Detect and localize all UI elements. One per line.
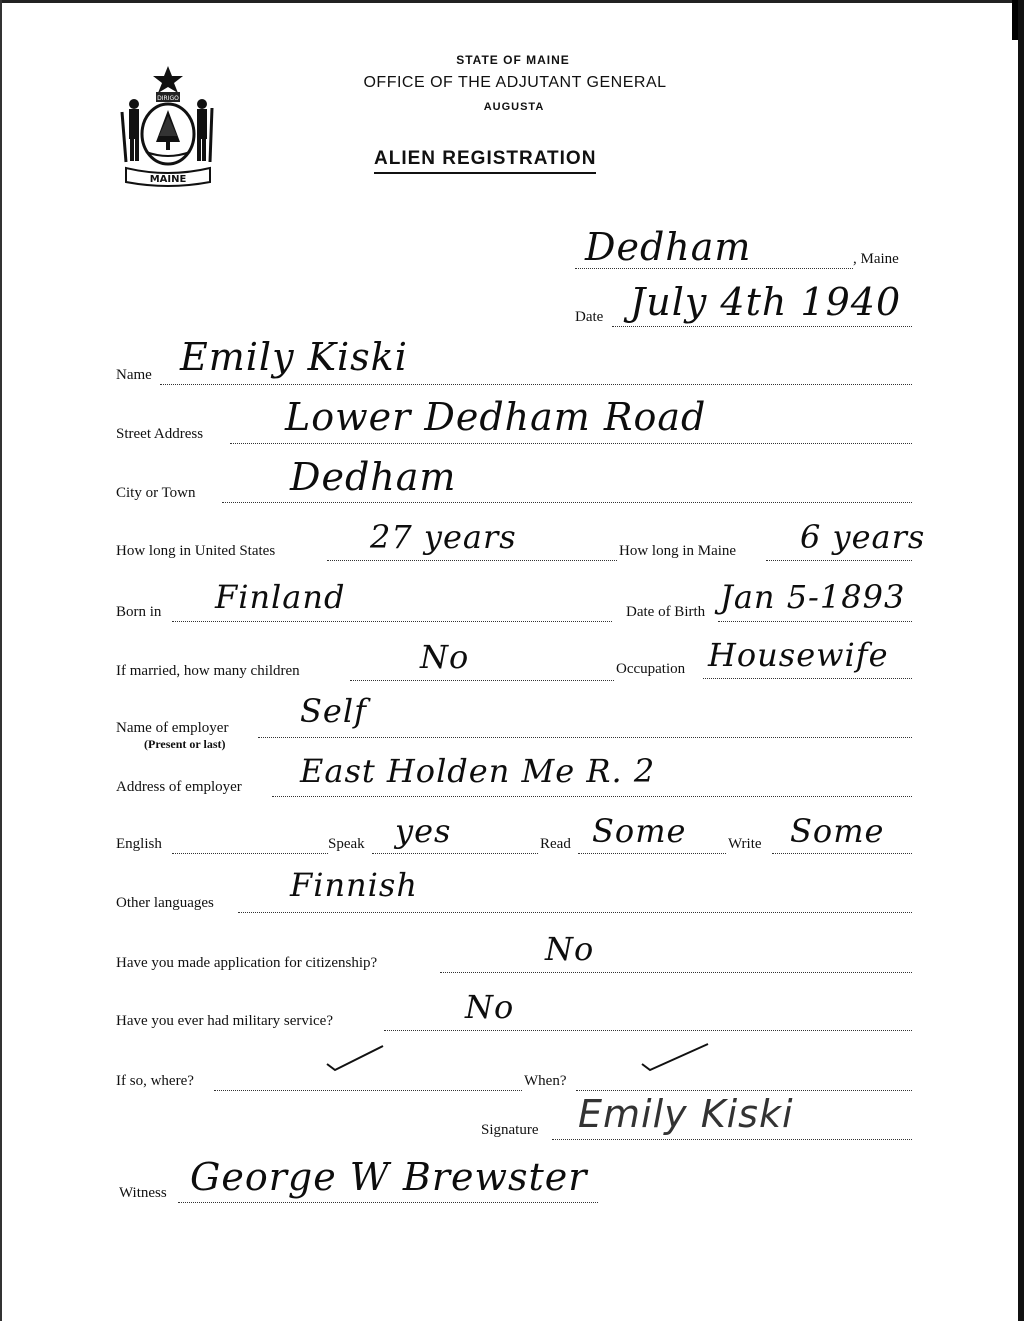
military-line [384,1030,912,1031]
employer-address-entry: East Holden Me R. 2 [300,752,656,790]
speak-entry: yes [395,812,452,850]
when-label: When? [524,1073,567,1089]
citizenship-entry: No [545,930,595,968]
date-line [612,326,912,327]
read-line [578,853,726,854]
scan-border-left [0,0,2,1321]
name-label: Name [116,367,152,383]
born-line [172,621,612,622]
other-lang-line [238,912,912,913]
employer-line [258,737,912,738]
read-entry: Some [592,812,687,850]
scan-border-top [0,0,1024,3]
born-label: Born in [116,604,162,620]
svg-text:DIRIGO: DIRIGO [157,95,179,102]
street-label: Street Address [116,426,204,442]
write-line [772,853,912,854]
signature-line [552,1139,912,1140]
street-line [230,443,912,444]
speak-line [372,853,538,854]
employer-entry: Self [300,692,367,730]
street-entry: Lower Dedham Road [285,395,707,439]
witness-entry: George W Brewster [190,1155,588,1199]
city-heading: AUGUSTA [483,101,545,113]
occupation-label: Occupation [616,661,686,677]
how-long-maine-label: How long in Maine [619,543,737,559]
children-line [350,680,614,681]
scan-border-right [1018,0,1024,1321]
witness-label: Witness [119,1185,167,1201]
date-label: Date [575,309,604,325]
state-heading: STATE OF MAINE [456,53,570,67]
office-heading: OFFICE OF THE ADJUTANT GENERAL [363,74,667,91]
when-checkmark-icon [640,1040,710,1072]
born-entry: Finland [215,578,346,616]
write-entry: Some [790,812,885,850]
where-label: If so, where? [116,1073,194,1089]
town-entry: Dedham [585,225,752,269]
how-long-us-line [327,560,617,561]
date-entry: July 4th 1940 [630,280,902,324]
occupation-entry: Housewife [708,636,889,674]
city-label: City or Town [116,485,196,501]
signature-entry: Emily Kiski [578,1092,794,1136]
military-entry: No [465,988,515,1026]
when-line [576,1090,912,1091]
how-long-us-entry: 27 years [370,518,517,556]
name-line [160,384,912,385]
city-entry: Dedham [290,455,457,499]
occupation-line [703,678,912,679]
witness-line [178,1202,598,1203]
citizenship-line [440,972,912,973]
how-long-maine-entry: 6 years [800,518,926,556]
write-label: Write [728,836,762,852]
other-lang-entry: Finnish [290,866,418,904]
children-entry: No [420,638,470,676]
employer-label: Name of employer [116,720,229,736]
employer-address-line [272,796,912,797]
dob-entry: Jan 5-1893 [720,578,906,616]
read-label: Read [540,836,571,852]
town-suffix: , Maine [853,251,899,267]
how-long-maine-line [766,560,912,561]
name-entry: Emily Kiski [180,335,408,379]
signature-label: Signature [481,1122,539,1138]
english-line [172,853,328,854]
scan-corner-mark [1012,0,1018,40]
military-label: Have you ever had military service? [116,1013,333,1029]
employer-address-label: Address of employer [116,779,242,795]
dob-line [718,621,912,622]
speak-label: Speak [328,836,365,852]
where-line [214,1090,522,1091]
children-label: If married, how many children [116,663,300,679]
english-label: English [116,836,162,852]
form-title: ALIEN REGISTRATION [374,148,596,174]
other-lang-label: Other languages [116,895,214,911]
seal-text: MAINE [149,174,187,185]
where-checkmark-icon [325,1042,385,1072]
citizenship-label: Have you made application for citizenship? [116,955,378,971]
how-long-us-label: How long in United States [116,543,276,559]
employer-sub-label: (Present or last) [144,737,226,751]
city-line [222,502,912,503]
dob-label: Date of Birth [626,604,706,620]
